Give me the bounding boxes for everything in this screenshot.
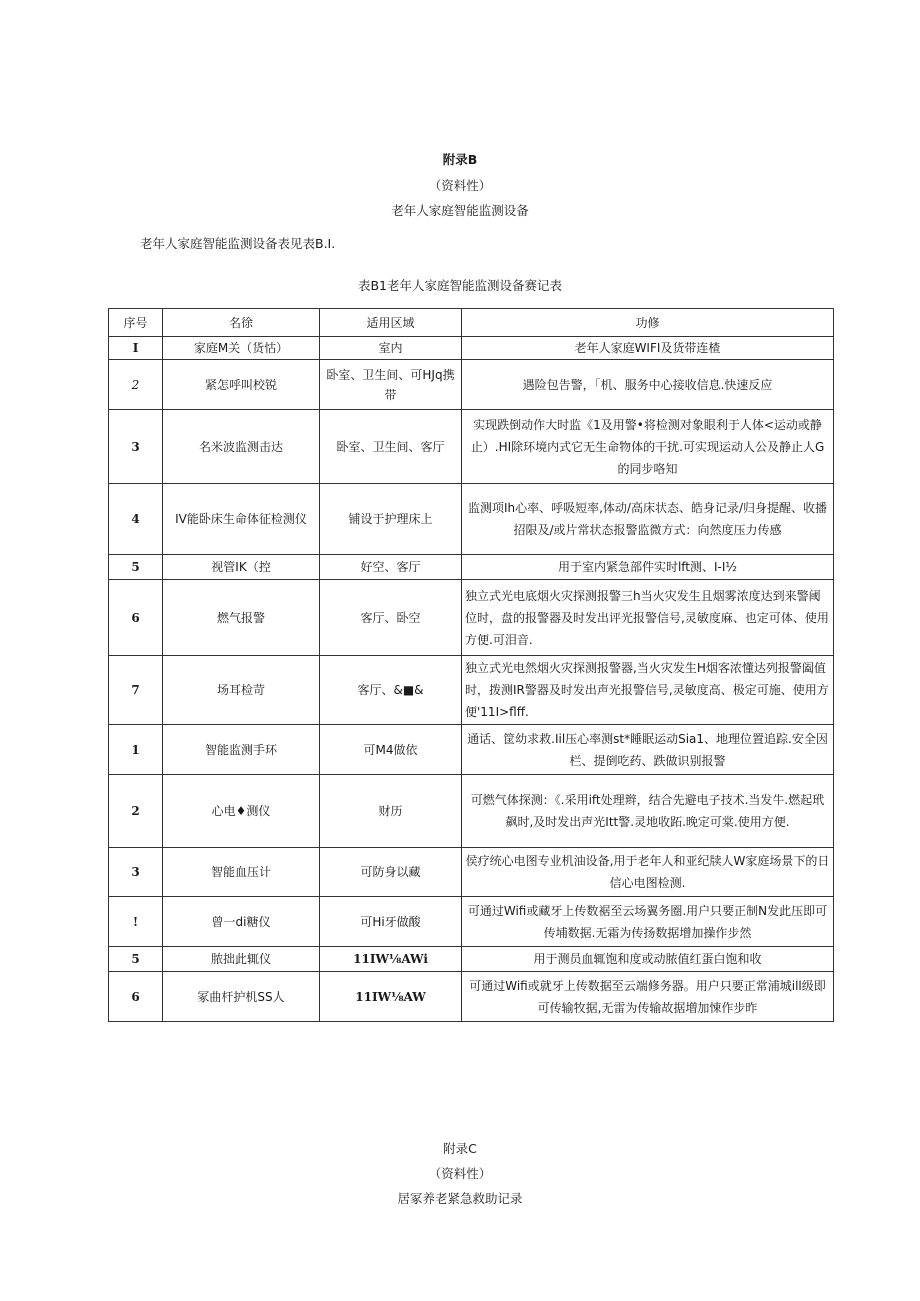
- row-name: 燃气报警: [163, 580, 320, 656]
- row-name: 心电♦测仪: [163, 775, 320, 848]
- table-row: [109, 360, 834, 410]
- row-name: 曾一di糖仪: [163, 897, 320, 947]
- appendix-c-nature: （资料性）: [428, 1166, 492, 1181]
- row-desc: 用于测员血辄饱和度或动脓值红蛋白饱和收: [462, 947, 834, 972]
- row-name: 智能血压计: [163, 848, 320, 897]
- table-row: [109, 555, 834, 580]
- header-no: 序号: [109, 309, 163, 337]
- row-name: 场耳检苛: [163, 656, 320, 725]
- row-no: 5: [109, 555, 163, 580]
- table-row: [109, 656, 834, 725]
- row-no: 2: [109, 360, 163, 410]
- row-name: IV能卧床生命体征检测仪: [163, 484, 320, 555]
- row-area: 室内: [320, 337, 462, 360]
- row-name: 冢曲杆护机SS人: [163, 972, 320, 1022]
- table-row: [109, 410, 834, 484]
- table-header-row: [109, 309, 834, 337]
- intro-text: 老年人家庭智能监测设备表见表B.I.: [140, 236, 336, 251]
- row-desc: 可燃气体探测：《.采用ift处理辫，结合先避电子技术.当发牛.燃起玳飙时,及时发出声光Itt警.灵地收跖.晚定可棠.使用方便.: [462, 775, 834, 848]
- row-no: 3: [109, 410, 163, 484]
- row-area: 客厅、卧空: [320, 580, 462, 656]
- appendix-b-nature: （资料性）: [428, 178, 492, 193]
- table-row: [109, 848, 834, 897]
- table-row: [109, 947, 834, 972]
- row-desc: 遇险包告警，「机、服务中心接收信息.快速反应: [462, 360, 834, 410]
- row-name: 家庭M关（货怙）: [163, 337, 320, 360]
- row-name: 紧怎呼叫校锐: [163, 360, 320, 410]
- row-area: 可Hi牙做酸: [320, 897, 462, 947]
- row-area: 可M4做依: [320, 725, 462, 775]
- row-no: !: [109, 897, 163, 947]
- table-row: [109, 725, 834, 775]
- row-desc: 独立式光电底烟火灾探测报警三h当火灾发生且烟雾浓度达到来警阈位时，盘的报警器及时发出评光报警信号,灵敏度麻、也定可体、使用方便.可泪音.: [462, 580, 834, 656]
- row-no: 6: [109, 580, 163, 656]
- table-row: [109, 484, 834, 555]
- row-desc: 可通过Wifi或就牙上传数据至云端修务器。用户只要正常浦城ill级即可传输牧据,无雷为传输故据増加悚作步昨: [462, 972, 834, 1022]
- appendix-c-subtitle: 居冢养老紧急救助记录: [397, 1191, 523, 1206]
- row-area: 铺设于护理床上: [320, 484, 462, 555]
- row-area: 客厅、&■&: [320, 656, 462, 725]
- row-desc: 监测项Ih心率、呼吸短率,体动/高床状态、皓身记录/归身提醒、收播招限及/或片常状态报警监微方式：向然度压力传感: [462, 484, 834, 555]
- table-row: [109, 972, 834, 1022]
- row-no: 6: [109, 972, 163, 1022]
- table-caption: 表B1老年人家庭智能监测设备赛记表: [357, 278, 563, 293]
- appendix-b-title: 附录B: [442, 152, 478, 167]
- header-function: 功修: [462, 309, 834, 337]
- row-no: 2: [109, 775, 163, 848]
- header-name: 名徐: [163, 309, 320, 337]
- table-row: [109, 897, 834, 947]
- row-desc: 用于室内紧急部件实时lft测、I-I½: [462, 555, 834, 580]
- row-name: 脓拙此辄仪: [163, 947, 320, 972]
- row-no: 4: [109, 484, 163, 555]
- appendix-c-title: 附录C: [443, 1141, 477, 1156]
- row-no: 1: [109, 725, 163, 775]
- row-no: 5: [109, 947, 163, 972]
- row-desc: 实现跌倒动作大时监《1及用警•将检测对象眼利于人体<运动或静止）.HI除环境内式它无生命物体的干扰.可实现运动人公及静止人G的同步咯知: [462, 410, 834, 484]
- row-area: 可防身以藏: [320, 848, 462, 897]
- row-desc: 可通过Wifi或藏牙上传数裾至云场翼务圈.用户只要正制N发此压即可传埔数据.无霜为传扬数据增加操作步然: [462, 897, 834, 947]
- table-row: [109, 580, 834, 656]
- row-name: 名米波监测击达: [163, 410, 320, 484]
- row-no: I: [109, 337, 163, 360]
- row-name: 视管IK（控: [163, 555, 320, 580]
- row-area: 卧室、卫生间、可HJq携带: [320, 360, 462, 410]
- row-area: 财历: [320, 775, 462, 848]
- row-no: 3: [109, 848, 163, 897]
- header-area: 适用区域: [320, 309, 462, 337]
- row-area: 卧室、卫生间、客厅: [320, 410, 462, 484]
- row-desc: 独立式光电然烟火灾探测报警器,当火灾发生H烟客浓懂达列报警阖值时，拨测IR警器及时发出声光报警信号,灵敏度高、极定可施、使用方便'11I>flff.: [462, 656, 834, 725]
- row-desc: 通话、筐幼求救.Iil压心率测st*睡眠运动Sia1、地理位置追踪.安全因栏、提倒吃药、跌做识别报警: [462, 725, 834, 775]
- row-no: 7: [109, 656, 163, 725]
- device-table: [108, 308, 834, 1022]
- appendix-b-subtitle: 老年人家庭智能监测设备: [391, 203, 529, 218]
- row-name: 智能监测手环: [163, 725, 320, 775]
- row-desc: 老年人家庭WIFI及货带连楂: [462, 337, 834, 360]
- row-area: 好空、客厅: [320, 555, 462, 580]
- table-row: [109, 337, 834, 360]
- row-area: 11IW⅛AWi: [320, 947, 462, 972]
- row-area: 11IW⅛AW: [320, 972, 462, 1022]
- table-row: [109, 775, 834, 848]
- row-desc: 侯疗统心电图专业机油设备,用于老年人和亚纪牍人W家庭场景下的日信心电图检测.: [462, 848, 834, 897]
